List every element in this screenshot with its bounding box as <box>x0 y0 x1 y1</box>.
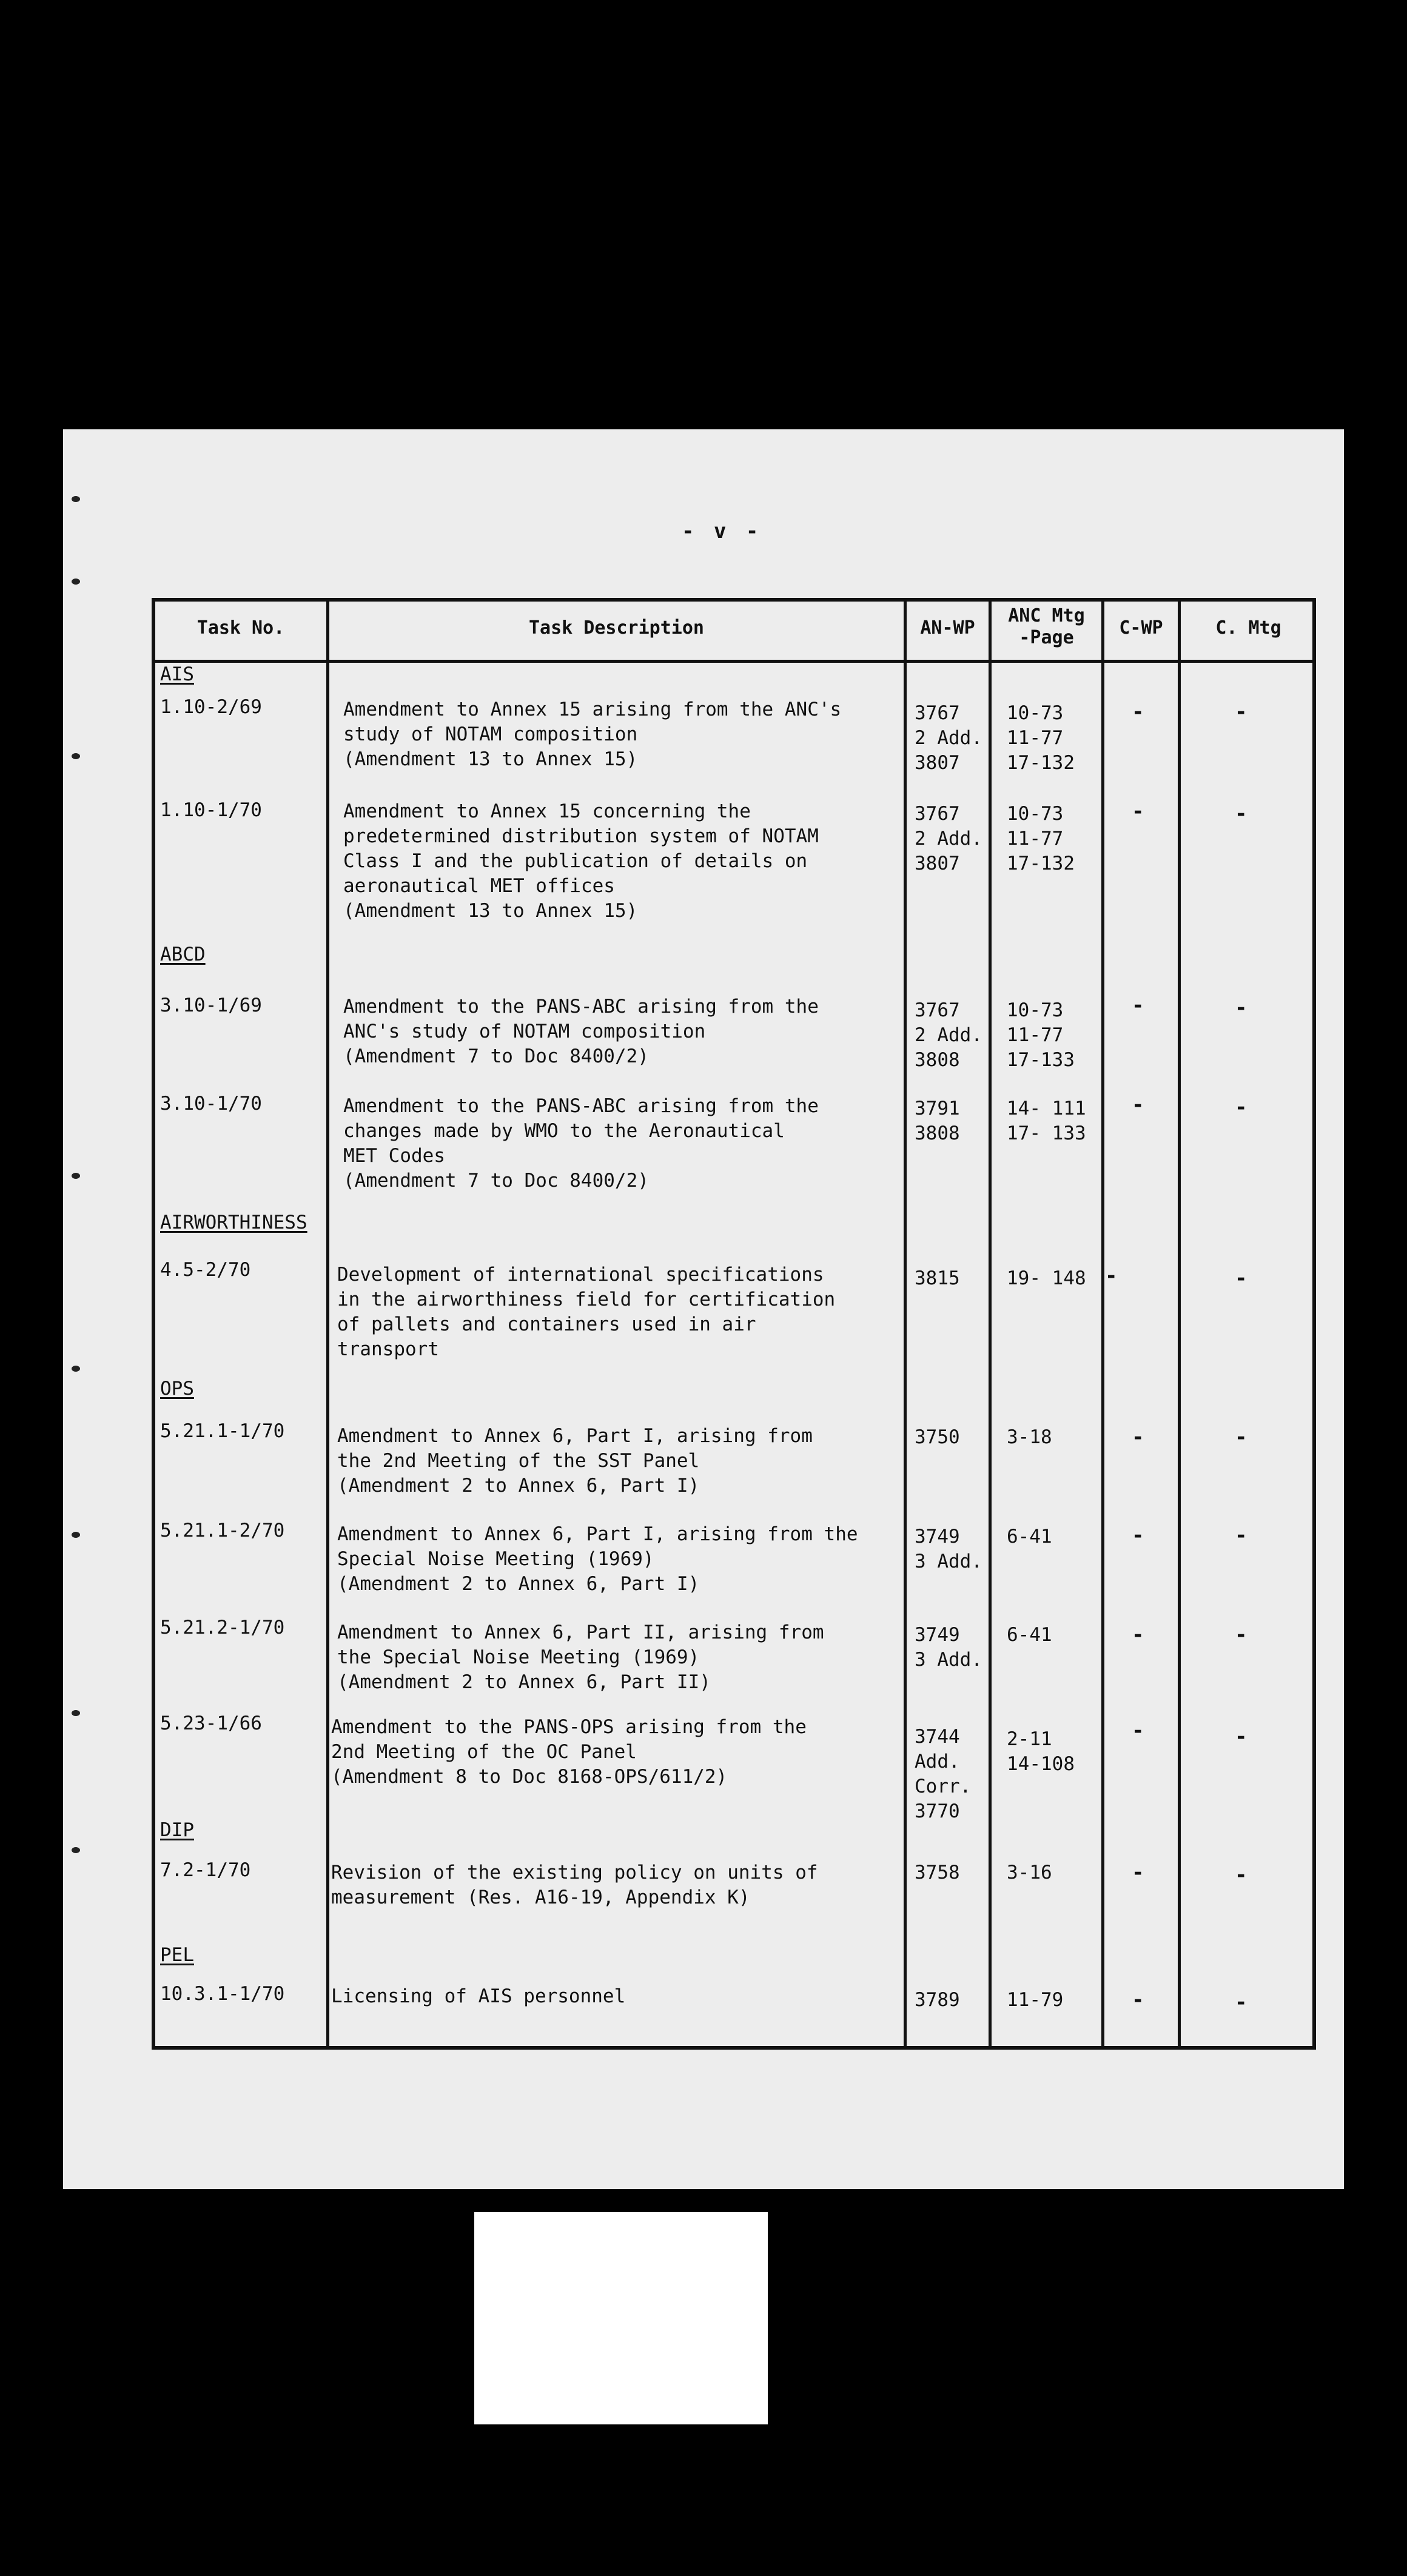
document-page <box>63 429 1344 2189</box>
an-wp-value: 3815 <box>915 1267 960 1289</box>
c-wp-value: - <box>1132 799 1144 823</box>
header-task-no: Task No. <box>196 617 285 639</box>
task-table <box>152 598 1316 2050</box>
anc-mtg-value: 14- 111 17- 133 <box>1007 1098 1086 1144</box>
an-wp-value: 3767 2 Add. 3808 <box>915 999 982 1071</box>
section-heading: DIP <box>160 1819 194 1841</box>
section-heading: PEL <box>160 1944 194 1966</box>
c-wp-value: - <box>1105 1264 1118 1288</box>
header-rule <box>155 660 1312 663</box>
task-description: Amendment to Annex 15 concerning the predetermined distribution system of NOTAM Class I and the publication of details on aeronautical MET offices (Amendment 13 to Annex 15) <box>343 800 819 922</box>
task-number: 5.21.1-2/70 <box>160 1520 285 1541</box>
margin-mark <box>72 1366 80 1372</box>
column-rule <box>1178 602 1181 2046</box>
an-wp-value: 3750 <box>915 1426 960 1448</box>
c-wp-value: - <box>1132 700 1144 724</box>
c-mtg-value: - <box>1235 1863 1247 1887</box>
column-rule <box>989 602 992 2046</box>
anc-mtg-value: 3-16 <box>1007 1862 1052 1883</box>
anc-mtg-value: 10-73 11-77 17-132 <box>1007 702 1075 774</box>
section-heading: OPS <box>160 1378 194 1400</box>
anc-mtg-value: 2-11 14-108 <box>1007 1728 1075 1775</box>
task-number: 3.10-1/69 <box>160 995 262 1016</box>
blank-card <box>474 2212 768 2424</box>
margin-mark <box>72 753 80 759</box>
task-number: 10.3.1-1/70 <box>160 1983 285 2005</box>
anc-mtg-value: 10-73 11-77 17-133 <box>1007 999 1075 1071</box>
task-number: 5.23-1/66 <box>160 1712 262 1734</box>
task-number: 3.10-1/70 <box>160 1093 262 1115</box>
task-number: 1.10-2/69 <box>160 696 262 718</box>
column-rule <box>1101 602 1104 2046</box>
section-heading: AIRWORTHINESS <box>160 1212 307 1233</box>
task-description: Amendment to the PANS-ABC arising from the changes made by WMO to the Aeronautical MET Codes (Amendment 7 to Doc 8400/2) <box>343 1095 819 1192</box>
section-heading: ABCD <box>160 944 206 965</box>
margin-mark <box>72 1173 80 1179</box>
c-mtg-value: - <box>1235 1990 1247 2014</box>
an-wp-value: 3767 2 Add. 3807 <box>915 702 982 774</box>
margin-mark <box>72 1710 80 1716</box>
header-task-description: Task Description <box>529 617 704 639</box>
margin-mark <box>72 1532 80 1538</box>
page-number: - v - <box>682 519 762 543</box>
task-description: Amendment to Annex 6, Part II, arising from the Special Noise Meeting (1969) (Amendment 2 to Annex 6, Part II) <box>337 1622 824 1693</box>
c-wp-value: - <box>1132 1093 1144 1117</box>
margin-mark <box>72 579 80 585</box>
section-heading: AIS <box>160 663 194 685</box>
task-description: Amendment to the PANS-OPS arising from the 2nd Meeting of the OC Panel (Amendment 8 to Doc 8168-OPS/611/2) <box>331 1716 807 1788</box>
task-description: Amendment to Annex 6, Part I, arising from the 2nd Meeting of the SST Panel (Amendment 2 to Annex 6, Part I) <box>337 1425 813 1497</box>
task-number: 1.10-1/70 <box>160 799 262 821</box>
an-wp-value: 3758 <box>915 1862 960 1883</box>
an-wp-value: 3791 3808 <box>915 1098 960 1144</box>
margin-mark <box>72 1847 80 1853</box>
task-description: Amendment to Annex 15 arising from the ANC's study of NOTAM composition (Amendment 13 to Annex 15) <box>343 699 842 770</box>
anc-mtg-value: 10-73 11-77 17-132 <box>1007 803 1075 874</box>
c-wp-value: - <box>1132 1425 1144 1449</box>
task-number: 5.21.1-1/70 <box>160 1420 285 1442</box>
an-wp-value: 3767 2 Add. 3807 <box>915 803 982 874</box>
c-mtg-value: - <box>1235 1095 1247 1119</box>
task-number: 7.2-1/70 <box>160 1859 251 1881</box>
c-mtg-value: - <box>1235 1725 1247 1749</box>
an-wp-value: 3749 3 Add. <box>915 1624 982 1671</box>
anc-mtg-value: 11-79 <box>1007 1989 1064 2011</box>
header-c-wp: C-WP <box>1119 617 1163 639</box>
header-anc-mtg-page: ANC Mtg -Page <box>1008 605 1085 648</box>
c-mtg-value: - <box>1235 802 1247 826</box>
anc-mtg-value: 3-18 <box>1007 1426 1052 1448</box>
c-wp-value: - <box>1132 1988 1144 2012</box>
column-rule <box>904 602 907 2046</box>
c-wp-value: - <box>1132 1623 1144 1647</box>
anc-mtg-value: 19- 148 <box>1007 1267 1086 1289</box>
task-number: 4.5-2/70 <box>160 1259 251 1281</box>
an-wp-value: 3749 3 Add. <box>915 1526 982 1572</box>
an-wp-value: 3744 Add. Corr. 3770 <box>915 1726 972 1822</box>
anc-mtg-value: 6-41 <box>1007 1624 1052 1646</box>
task-description: Amendment to the PANS-ABC arising from the ANC's study of NOTAM composition (Amendment 7 to Doc 8400/2) <box>343 996 819 1067</box>
c-mtg-value: - <box>1235 996 1247 1020</box>
c-mtg-value: - <box>1235 1523 1247 1548</box>
anc-mtg-value: 6-41 <box>1007 1526 1052 1548</box>
task-number: 5.21.2-1/70 <box>160 1617 285 1639</box>
column-rule <box>326 602 329 2046</box>
task-description: Licensing of AIS personnel <box>331 1985 626 2007</box>
c-mtg-value: - <box>1235 1266 1247 1290</box>
task-description: Revision of the existing policy on units of measurement (Res. A16-19, Appendix K) <box>331 1862 818 1908</box>
header-c-mtg: C. Mtg <box>1215 617 1281 639</box>
c-wp-value: - <box>1132 993 1144 1018</box>
margin-mark <box>72 496 80 502</box>
c-mtg-value: - <box>1235 700 1247 724</box>
c-mtg-value: - <box>1235 1623 1247 1647</box>
header-an-wp: AN-WP <box>920 617 975 639</box>
an-wp-value: 3789 <box>915 1989 960 2011</box>
c-wp-value: - <box>1132 1719 1144 1743</box>
c-mtg-value: - <box>1235 1425 1247 1449</box>
task-description: Development of international specifications in the airworthiness field for certification of pallets and containers used in air transport <box>337 1264 836 1360</box>
c-wp-value: - <box>1132 1523 1144 1548</box>
task-description: Amendment to Annex 6, Part I, arising from the Special Noise Meeting (1969) (Amendment 2 to Annex 6, Part I) <box>337 1523 858 1595</box>
c-wp-value: - <box>1132 1860 1144 1885</box>
